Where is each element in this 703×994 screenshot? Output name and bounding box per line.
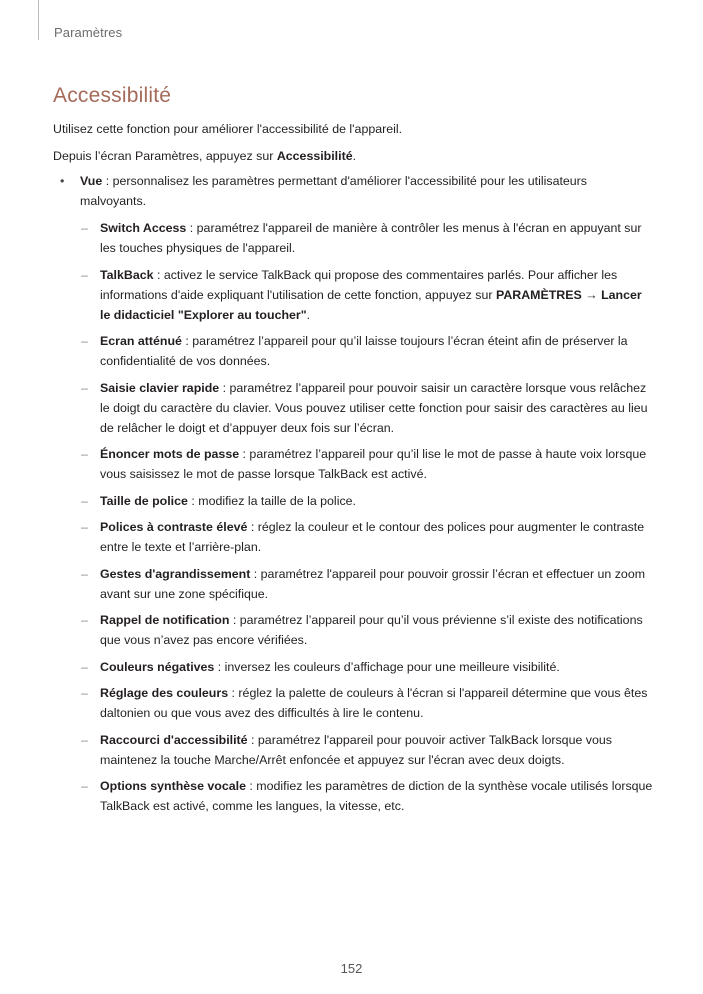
dash-icon: – bbox=[81, 732, 88, 747]
dash-icon: – bbox=[81, 686, 88, 700]
list-item-couleurs-negatives bbox=[53, 657, 653, 677]
dash-icon: – bbox=[81, 221, 88, 235]
item-term: Réglage des couleurs bbox=[100, 686, 229, 700]
intro-line-2: Depuis l’écran Paramètres, appuyez sur Accessibilité. bbox=[53, 149, 357, 163]
dash-icon: – bbox=[81, 566, 88, 581]
item-term: Rappel de notification bbox=[100, 613, 230, 627]
item-text: : inversez les couleurs d’affichage pour une meilleure visibilité. bbox=[214, 659, 560, 674]
item-text: : paramétrez l’appareil pour pouvoir saisir un caractère lorsque vous relâchez le doigt du caractère du clavier. Vous pouvez utiliser cette fonction pour saisir des caractères au lieu de relâcher le doigt et d’appuyer deux fois sur l’écran. bbox=[100, 380, 648, 435]
dash-icon: – bbox=[81, 447, 88, 461]
item-term: Saisie clavier rapide bbox=[100, 380, 220, 395]
dash-icon: – bbox=[81, 520, 88, 534]
list-item-enoncer-mots-de-passe bbox=[53, 444, 653, 484]
item-term: Ecran atténué bbox=[100, 334, 182, 348]
list-item-saisie-clavier bbox=[53, 378, 653, 438]
list-item-switch-access bbox=[53, 218, 653, 258]
item-term: Énoncer mots de passe bbox=[100, 447, 240, 461]
item-text: : réglez la palette de couleurs à l'écran si l'appareil détermine que vous êtes daltonien ou que vous avez des difficultés à lire le contenu. bbox=[100, 686, 648, 720]
item-text: : paramétrez l'appareil pour pouvoir activer TalkBack lorsque vous maintenez la touche Marche/Arrêt enfoncée et appuyez sur l'écran avec deux doigts. bbox=[100, 732, 612, 767]
section-title: Accessibilité bbox=[53, 84, 172, 107]
item-term-path: PARAMÈTRES → Lancer le didacticiel "Explorer au toucher" bbox=[100, 287, 642, 322]
list-item-ecran-attenue bbox=[53, 331, 653, 371]
item-term: TalkBack bbox=[100, 267, 154, 282]
bullet-vue bbox=[53, 171, 653, 823]
list-item-polices-contraste bbox=[53, 517, 653, 557]
item-text: : paramétrez l'appareil de manière à contrôler les menus à l'écran en appuyant sur les touches physiques de l'appareil. bbox=[100, 221, 642, 255]
running-header: Paramètres bbox=[54, 25, 123, 40]
bullet-term: Vue bbox=[80, 174, 103, 188]
dash-icon: – bbox=[81, 380, 88, 395]
item-text: : paramétrez l’appareil pour qu’il vous prévienne s’il existe des notifications que vous n’avez pas encore vérifiées. bbox=[100, 613, 643, 647]
sub-list bbox=[53, 218, 653, 816]
dash-icon: – bbox=[81, 779, 88, 793]
item-text: : activez le service TalkBack qui propose des commentaires parlés. Pour afficher les informations d'aide expliquant l'utilisation de cette fonction, appuyez sur bbox=[100, 267, 618, 302]
list-item-options-synthese-vocale bbox=[53, 776, 653, 816]
header-rule bbox=[38, 0, 39, 40]
item-text: : paramétrez l’appareil pour qu’il lise le mot de passe à haute voix lorsque vous saisissez le mot de passe lorsque TalkBack est activé. bbox=[100, 447, 647, 481]
dash-icon: – bbox=[81, 267, 88, 282]
item-term: Options synthèse vocale bbox=[100, 779, 246, 793]
dash-icon: – bbox=[81, 613, 88, 627]
list-item-rappel-notification bbox=[53, 610, 653, 650]
item-term: Raccourci d'accessibilité bbox=[100, 732, 248, 747]
item-text: : modifiez les paramètres de diction de la synthèse vocale utilisés lorsque TalkBack est activé, comme les langues, la vitesse, etc. bbox=[100, 779, 653, 813]
dash-icon: – bbox=[81, 334, 88, 348]
list-item-raccourci-accessibilite bbox=[53, 730, 653, 770]
item-term: Gestes d'agrandissement bbox=[100, 566, 251, 581]
item-term: Taille de police bbox=[100, 493, 188, 508]
item-term: Polices à contraste élevé bbox=[100, 520, 248, 534]
item-term: Switch Access bbox=[100, 221, 187, 235]
item-text: : paramétrez l'appareil pour pouvoir grossir l’écran et effectuer un zoom avant sur une zone spécifique. bbox=[100, 566, 646, 601]
dash-icon: – bbox=[81, 493, 88, 508]
dash-icon: – bbox=[81, 659, 88, 674]
item-term: Couleurs négatives bbox=[100, 659, 215, 674]
list-item-taille-police bbox=[53, 491, 653, 511]
bullet-text: : personnalisez les paramètres permettant d'améliorer l'accessibilité pour les utilisateurs malvoyants. bbox=[80, 174, 588, 208]
item-text: : paramétrez l’appareil pour qu’il laisse toujours l’écran éteint afin de préserver la confidentialité de vos données. bbox=[100, 334, 628, 368]
list-item-gestes-agrandissement bbox=[53, 564, 653, 604]
bullet-dot-icon: • bbox=[60, 174, 65, 188]
item-text: : réglez la couleur et le contour des polices pour augmenter le contraste entre le texte et l’arrière-plan. bbox=[100, 520, 645, 554]
list-item-talkback bbox=[53, 265, 653, 325]
item-text: : modifiez la taille de la police. bbox=[187, 493, 356, 508]
page-number: 152 bbox=[340, 961, 363, 976]
bullet-head bbox=[53, 171, 653, 211]
intro-line-1: Utilisez cette fonction pour améliorer l'accessibilité de l'appareil. bbox=[53, 122, 403, 136]
intro bbox=[53, 119, 653, 173]
list-item-reglage-couleurs bbox=[53, 683, 653, 723]
accessibility-term: Accessibilité bbox=[276, 149, 353, 163]
item-text-end: . bbox=[306, 307, 311, 322]
